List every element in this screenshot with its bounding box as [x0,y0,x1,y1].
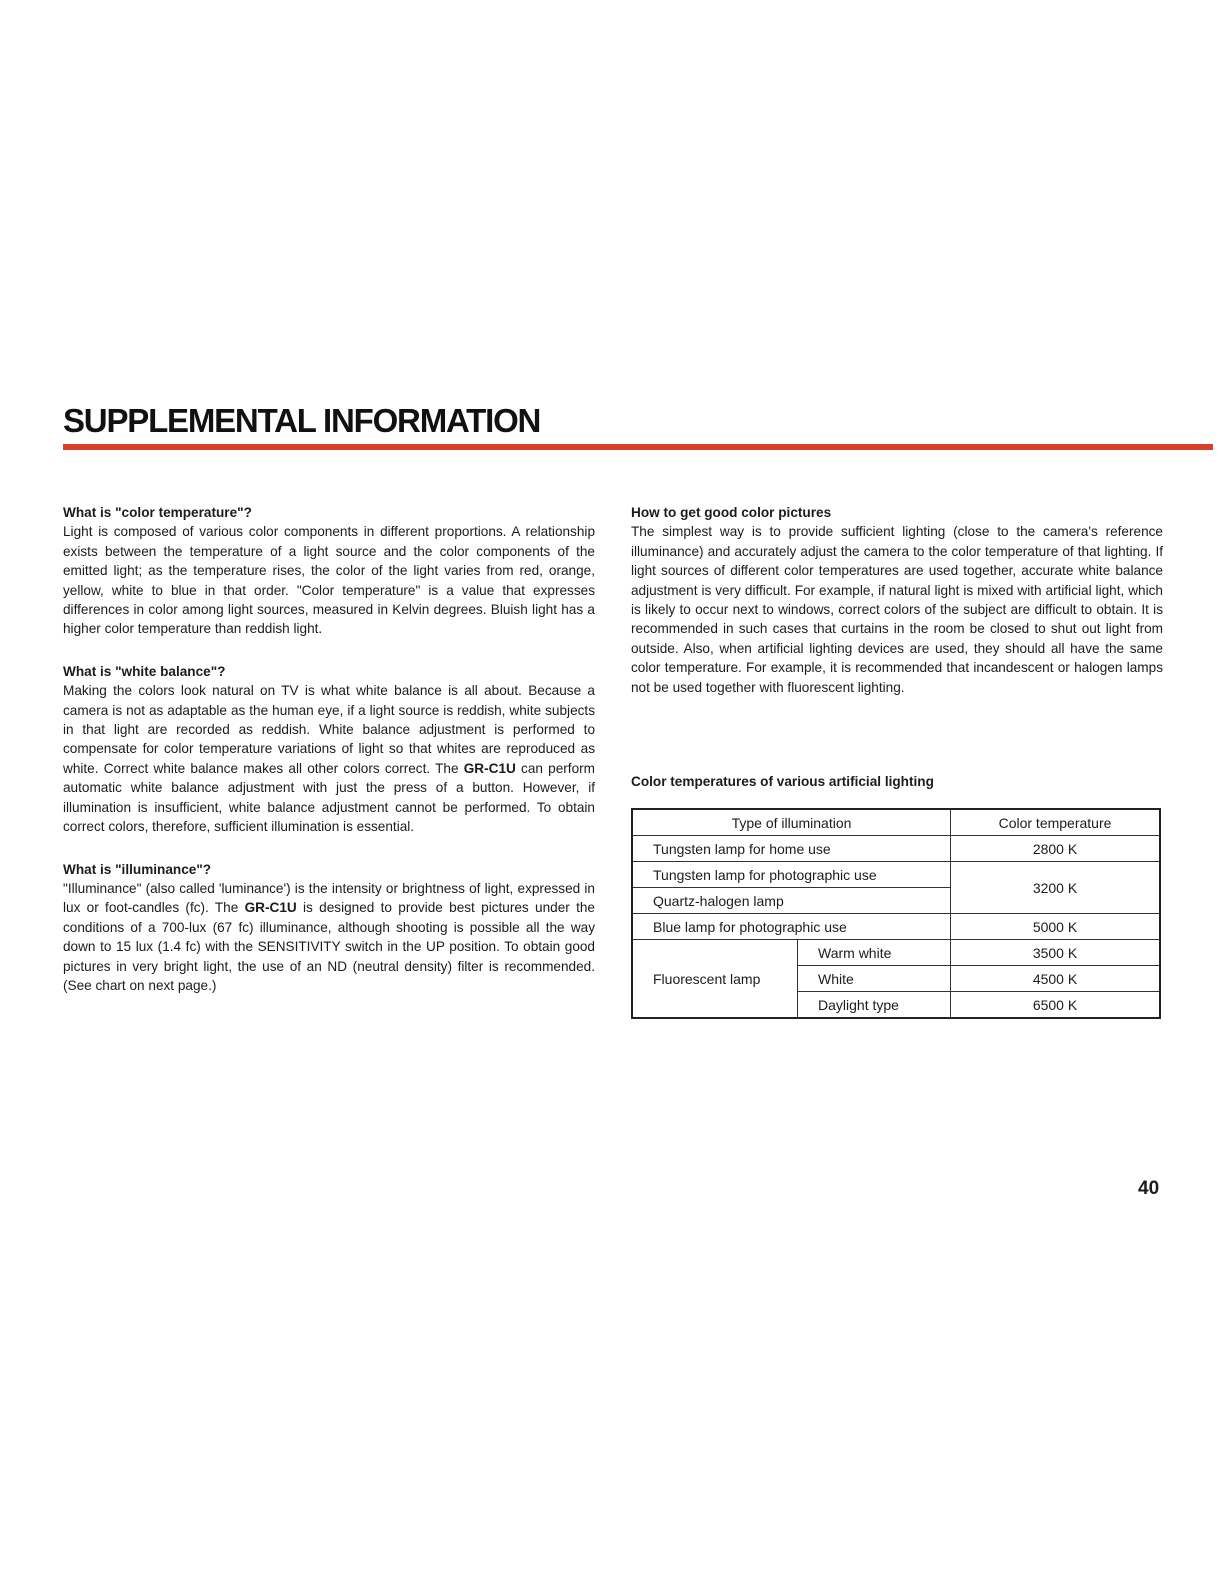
section-body-good-color: The simplest way is to provide sufficient lighting (close to the camera's reference illuminance) and accurately adjust the camera to the color temperature of that lighting. If light sources of different color temperatures are used together, accurate white balance adjustment is very difficult. For example, if natural light is mixed with artificial light, which is likely to occur next to windows, correct colors of the subject are difficult to obtain. It is recommended in such cases that curtains in the room be closed to shut out light from outside. Also, when artificial lighting devices are used, they should all have the same color temperature. For example, it is recommended that incandescent or halogen lamps not be used together with fluorescent lighting. [631,524,1163,695]
table-heading: Color temperatures of various artificial lighting [631,774,934,790]
table-cell-subtype: White [798,966,951,992]
left-column [63,503,595,1018]
body-text: "Illuminance" (also called 'luminance') is the intensity or brightness of light, expressed in lux or foot-candles (fc). The [63,880,595,916]
table-cell-type: Fluorescent lamp [632,940,798,1019]
body-text: is designed to provide best pictures under the conditions of a 700-lux (67 fc) illuminance, although shooting is possible all the way down to 15 lux (1.4 fc) with the SENSITIVITY switch in the UP position. To obtain good pictures in very bright light, the use of an ND (neutral density) filter is recommended. (See chart on next page.) [63,900,595,993]
table-cell-temperature: 4500 K [951,966,1161,992]
right-column [631,503,1163,791]
table-cell-type: Tungsten lamp for home use [632,836,951,862]
table-cell-temperature: 6500 K [951,992,1161,1019]
title-rule [63,444,1213,450]
table-header-type: Type of illumination [632,809,951,836]
table-cell-type: Quartz-halogen lamp [632,888,951,914]
table-cell-subtype: Daylight type [798,992,951,1019]
model-name: GR-C1U [463,760,516,776]
spacer [631,720,1163,772]
section-heading-color-temperature: What is "color temperature"? [63,505,252,520]
table-cell-temperature: 5000 K [951,914,1161,940]
section-heading-white-balance: What is "white balance"? [63,663,226,679]
body-text: Making the colors look natural on TV is what white balance is all about. Because a camera is not as adaptable as the human eye, if a light source is reddish, white subjects in that light are recorded as reddish. White balance adjustment is performed to compensate for color temperature variations of light so that whites are reproduced as white. Correct white balance makes all other colors correct. The [63,683,595,776]
section-heading-illuminance: What is "illuminance"? [63,861,212,877]
section-body-white-balance [63,681,595,836]
page-number: 40 [1138,1178,1160,1199]
table-header-row [632,809,1160,836]
table-cell-subtype: Warm white [798,940,951,966]
table-cell-type: Tungsten lamp for photographic use [632,862,951,888]
color-temperature-table [631,808,1161,1019]
table-cell-temperature: 2800 K [951,836,1161,862]
table-header-temperature: Color temperature [951,809,1161,836]
section-heading-good-color: How to get good color pictures [631,505,832,520]
section-body-illuminance [63,879,595,995]
table-row [632,862,1160,888]
table-cell-temperature: 3500 K [951,940,1161,966]
body-text: can perform automatic white balance adjustment with just the press of a button. However, if illumination is insufficient, white balance adjustment cannot be performed. To obtain correct colors, therefore, sufficient illumination is essential. [63,760,595,835]
table-cell-type: Blue lamp for photographic use [632,914,951,940]
page-title: SUPPLEMENTAL INFORMATION [63,402,541,439]
table-row [632,836,1160,862]
table-cell-temperature: 3200 K [951,862,1161,914]
model-name: GR-C1U [244,900,297,916]
table-row [632,914,1160,940]
table-row [632,940,1160,966]
section-body-color-temperature: Light is composed of various color components in different proportions. A relationship exists between the temperature of a light source and the color components of the emitted light; as the temperature rises, the color of the light varies from red, orange, yellow, white to blue in that order. "Color temperature" is a value that expresses differences in color among light sources, measured in Kelvin degrees. Bluish light has a higher color temperature than reddish light. [63,524,595,637]
